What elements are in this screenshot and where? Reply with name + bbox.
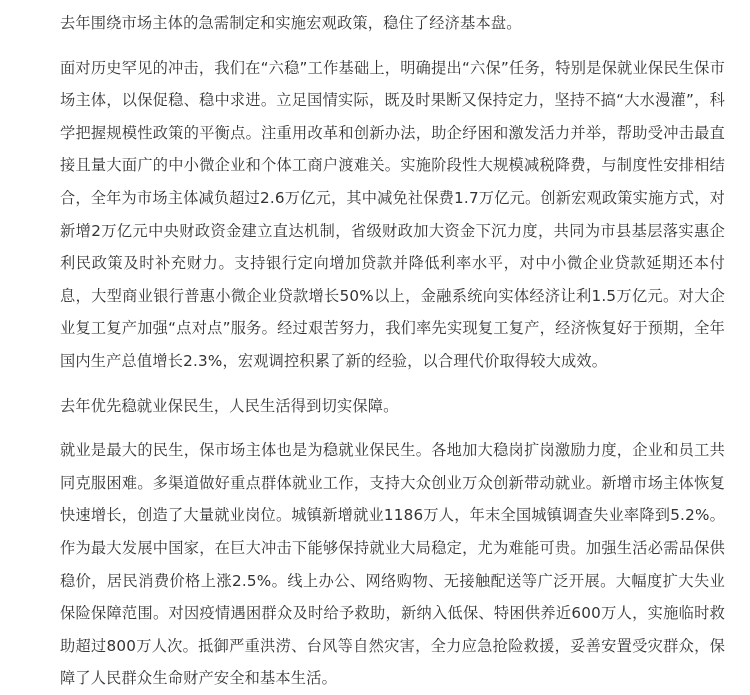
article-body: [60, 7, 725, 695]
paragraph-macro-policy-detail: 面对历史罕见的冲击，我们在“六稳”工作基础上，明确提出“六保”任务，特别是保就业保民生保市场主体，以保促稳、稳中求进。立足国情实际，既及时果断又保持定力，坚持不搞“大水漫灌”，科学把握规模性政策的平衡点。注重用改革和创新办法，助企纾困和激发活力并举，帮助受冲击最直接且量大面广的中小微企业和个体工商户渡难关。实施阶段性大规模减税降费，与制度性安排相结合，全年为市场主体减负超过2.6万亿元，其中减免社保费1.7万亿元。创新宏观政策实施方式，对新增2万亿元中央财政资金建立直达机制，省级财政加大资金下沉力度，共同为市县基层落实惠企利民政策及时补充财力。支持银行定向增加贷款并降低利率水平，对中小微企业贷款延期还本付息，大型商业银行普惠小微企业贷款增长50%以上，金融系统向实体经济让利1.5万亿元。对大企业复工复产加强“点对点”服务。经过艰苦努力，我们率先实现复工复产，经济恢复好于预期，全年国内生产总值增长2.3%，宏观调控积累了新的经验，以合理代价取得较大成效。: [60, 58, 726, 370]
paragraph-macro-policy-summary: 去年围绕市场主体的急需制定和实施宏观政策，稳住了经济基本盘。: [60, 14, 522, 32]
paragraph-employment-summary: 去年优先稳就业保民生，人民生活得到切实保障。: [60, 396, 399, 415]
paragraph-employment-detail: 就业是最大的民生，保市场主体也是为稳就业保民生。各地加大稳岗扩岗激励力度，企业和员工共同克服困难。多渠道做好重点群体就业工作，支持大众创业万众创新带动就业。新增市场主体恢复快速增长，创造了大量就业岗位。城镇新增就业1186万人，年末全国城镇调查失业率降到5.2%。作为最大发展中国家，在巨大冲击下能够保持就业大局稳定，尤为难能可贵。加强生活必需品保供稳价，居民消费价格上涨2.5%。线上办公、网络购物、无接触配送等广泛开展。大幅度扩大失业保险保障范围。对因疫情遇困群众及时给予救助，新纳入低保、特困供养近600万人，实施临时救助超过800万人次。抵御严重洪涝、台风等自然灾害，全力应急抢险救援，妥善安置受灾群众，保障了人民群众生命财产安全和基本生活。: [60, 441, 725, 688]
